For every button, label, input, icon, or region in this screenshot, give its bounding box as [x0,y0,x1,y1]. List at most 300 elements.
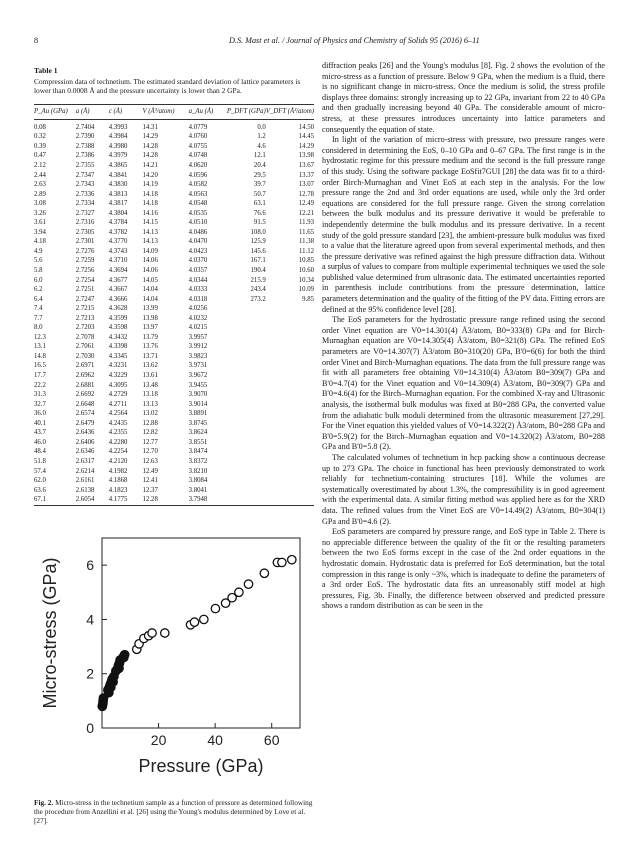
table-cell: 13.61 [142,372,158,380]
table-cell: 3.8210 [188,467,208,475]
table-cell: 3.8372 [188,457,208,465]
right-column [322,61,605,612]
table-cell: 14.06 [142,257,158,265]
table-cell: 6.4 [34,295,43,303]
table-cell [266,428,314,438]
table-cell: 12.82 [142,429,158,437]
table-cell: 43.7 [34,429,46,437]
table-cell: 14.19 [142,181,158,189]
table-cell: 4.2254 [108,448,128,456]
table-cell: 2.7254 [75,276,95,284]
table-cell: 2.7030 [75,352,95,360]
table-cell: 36.0 [34,410,46,418]
table-cell: 2.6881 [75,381,95,389]
table-header-cell: a_Au (Å) [189,104,227,119]
table-cell [266,438,314,448]
table-cell [227,428,266,438]
table-cell: 4.3398 [108,343,128,351]
figure-label: Fig. 2. [34,798,54,807]
table-cell: 14.21 [142,162,158,169]
table-cell: 4.3231 [108,362,128,370]
table-cell: 46.0 [34,438,46,446]
table-cell: 3.9731 [188,362,208,370]
table-cell: 91.5 [253,219,266,227]
table-row [34,119,314,132]
open-data-point [148,629,156,637]
table-cell: 4.0510 [188,219,208,227]
table-cell: 3.9014 [188,400,208,408]
table-cell: 13.99 [142,305,158,313]
table-cell [227,323,266,333]
table-cell: 4.3229 [108,372,128,380]
table-cell: 125.9 [250,238,266,246]
table-cell [266,304,314,314]
table-cell [227,314,266,324]
table-cell: 4.0620 [188,162,208,169]
table-cell: 39.7 [253,181,266,189]
table-row [34,199,314,209]
table-cell: 10.34 [298,276,314,284]
table-cell: 13.07 [298,181,314,189]
open-data-point [278,558,286,566]
table-cell: 0.32 [34,133,46,141]
table-row [34,237,314,247]
table-cell: 13.13 [142,400,158,408]
table-row [34,333,314,343]
table-row [34,495,314,505]
table-cell [227,333,266,343]
x-axis-label: Pressure (GPa) [138,756,264,776]
table-cell: 13.98 [142,314,158,322]
table-cell [266,390,314,400]
table-cell [227,352,266,362]
body-paragraph: EoS parameters are compared by pressure range, and EoS type in Table 2. There is no appreciable difference between the quality of the fit or the resulting parameters between the two EoS forms except in the case of the 2nd order equations in the hydrostatic domain. Hydrostatic data is preferred for EoS determination, but the total compression in this range is only ~3%, which is inadequate to define the parameters of a 3rd order EoS. The hydrostatic data fits an unreasonably stiff model at high pressures, Fig. 3b. Finally, the difference between observed and predicted pressure shows a random distribution as can be seen in the [322,527,605,611]
table-cell: 13.1 [34,343,46,351]
table-cell: 14.15 [142,219,158,227]
table-cell: 2.7347 [75,171,95,179]
table-cell: 14.28 [142,152,158,160]
table-cell: 4.0563 [188,190,208,198]
table-cell: 4.18 [34,238,46,246]
table-cell [266,361,314,371]
table-row [34,142,314,152]
table-cell: 2.6574 [75,410,95,418]
table-row [34,447,314,457]
table-cell [266,495,314,505]
table-cell: 4.0318 [188,295,208,303]
table-cell [227,486,266,496]
body-paragraph: diffraction peaks [26] and the Young's modulus [8]. Fig. 2 shows the evolution of the micro-stress as a function of pressure. Below 9 GPa, when the medium is a fluid, there is no significant change in micro-stress. Once the medium is solid, the stress profile displays three domains: strongly increasing up to 22 GPa, invariant from 22 to 40 GPa and then gradually increasing beyond 40 GPa. The considerable amount of micro-stress, at these pressures introduces uncertainty into lattice parameters and consequently the equation of state. [322,61,605,134]
table-cell: 4.0596 [188,171,208,179]
table-cell: 63.6 [34,486,46,494]
table-cell: 4.2120 [108,457,128,465]
table-cell [266,314,314,324]
table-cell: 14.04 [142,286,158,294]
table-cell: 2.7404 [75,123,95,131]
table-cell: 12.49 [298,200,314,208]
table-row [34,371,314,381]
table-cell: 13.76 [142,343,158,351]
table-cell: 14.29 [142,133,158,141]
table-cell: 7.7 [34,314,43,322]
table-body [34,119,314,505]
table-cell [227,381,266,391]
table-cell: 2.7336 [75,190,95,198]
table-cell: 4.3710 [108,257,128,265]
table-cell: 4.3432 [108,333,128,341]
table-row [34,285,314,295]
table-row [34,428,314,438]
table-cell: 3.8745 [188,419,208,427]
table-cell: 22.2 [34,381,46,389]
table-cell: 243.4 [250,286,266,294]
table-cell: 4.3694 [108,267,128,275]
open-data-point [190,618,198,626]
table-cell: 12.28 [143,495,189,505]
table-row [34,295,314,305]
table-cell: 4.3979 [108,152,128,160]
table-cell [227,361,266,371]
table-cell: 4.3804 [108,209,128,217]
table-label: Table 1 [34,66,58,75]
table-cell: 4.0470 [188,238,208,246]
table-cell: 2.7078 [75,333,95,341]
table-cell: 2.6479 [75,419,95,427]
table-row [34,390,314,400]
table-cell: 167.1 [250,257,266,265]
table-cell [266,381,314,391]
table-cell: 14.04 [142,295,158,303]
table-cell: 16.5 [34,362,46,370]
table-cell: 3.9070 [188,391,208,399]
table-cell: 4.2280 [108,438,128,446]
table-cell: 2.7251 [75,286,95,294]
table-cell: 13.02 [142,410,158,418]
table-cell: 57.4 [34,467,46,475]
table-cell: 2.7247 [75,295,95,303]
table-cell [227,419,266,429]
open-data-point [211,604,219,612]
table-cell [266,447,314,457]
table-cell [227,495,266,505]
table-cell: 2.7355 [75,162,95,169]
table-caption: Compression data of technetium. The estimated standard deviation of lattice parameters is lower than 0.0008 Å and the pressure uncertainty is lower than 2 GPa. [34,77,301,96]
table-cell: 2.6054 [76,495,109,505]
table-cell: 3.08 [34,200,46,208]
table-row [34,486,314,496]
open-data-point [161,629,169,637]
table-header-row [34,104,314,119]
table-cell: 4.1982 [108,467,128,475]
table-cell: 2.6214 [75,467,95,475]
table-cell: 4.3345 [108,352,128,360]
table-cell: 3.94 [34,228,46,236]
table-row [34,352,314,362]
table-cell: 4.1823 [108,486,128,494]
table-cell: 2.7259 [75,257,95,265]
table-cell: 14.20 [142,171,158,179]
table-cell: 4.3980 [108,142,128,150]
table-cell: 4.0423 [188,247,208,255]
table-cell: 11.12 [298,247,314,255]
table-cell: 12.70 [142,448,158,456]
table-cell: 4.3830 [108,181,128,189]
table-cell: 10.85 [298,257,314,265]
table-cell: 0.39 [34,142,46,150]
table-cell: 13.62 [142,362,158,370]
table-cell: 1.2 [257,133,266,141]
table-cell: 3.8624 [188,429,208,437]
table-cell: 2.6692 [75,391,95,399]
table-row [34,276,314,286]
table-cell: 4.3628 [108,305,128,313]
table-cell: 2.12 [34,162,46,169]
table-cell [227,447,266,457]
table-cell: 2.6346 [75,448,95,456]
table-cell: 2.7301 [75,238,95,246]
table-cell: 13.37 [298,171,314,179]
table-cell [227,390,266,400]
table-cell: 13.18 [142,391,158,399]
table-cell: 4.3666 [108,295,128,303]
open-data-point [235,588,243,596]
table-cell: 4.1868 [108,477,128,485]
table-cell: 2.7061 [75,343,95,351]
table-row [34,438,314,448]
table-cell: 5.6 [34,257,43,265]
table-cell: 4.3095 [108,381,128,389]
table-cell: 12.88 [142,419,158,427]
table-cell: 108.0 [250,228,266,236]
y-tick-label: 4 [86,611,94,628]
table-cell: 9.85 [302,295,314,303]
table-cell: 2.7343 [75,181,95,189]
table-cell: 4.0256 [188,305,208,313]
filled-data-point [120,650,129,659]
table-row [34,151,314,161]
table-cell [266,342,314,352]
table-cell: 50.7 [253,190,266,198]
table-cell: 2.6406 [75,438,95,446]
table-cell: 12.63 [142,457,158,465]
table-cell [227,457,266,467]
table-row [34,132,314,142]
table-row [34,400,314,410]
table-cell [266,323,314,333]
left-column [34,66,314,506]
table-cell: 4.0755 [188,142,208,150]
table-cell: 2.63 [34,181,46,189]
table-cell: 4.3984 [108,133,128,141]
table-cell: 4.3817 [108,200,128,208]
table-cell: 4.0344 [188,276,208,284]
table-cell [227,371,266,381]
table-cell: 14.13 [142,228,158,236]
y-tick-label: 6 [86,557,94,574]
table-cell: 14.13 [142,238,158,246]
table-cell: 14.06 [142,267,158,275]
table-cell: 2.7386 [75,152,95,160]
table-cell: 2.6138 [75,486,95,494]
table-cell: 4.3841 [108,171,128,179]
table-cell: 63.1 [253,200,266,208]
table-cell: 2.7305 [75,228,95,236]
table-cell: 3.9455 [188,381,208,389]
table-cell: 2.89 [34,190,46,198]
table-cell: 145.6 [250,247,266,255]
table-cell: 14.18 [142,200,158,208]
table-cell: 14.09 [142,247,158,255]
table-cell: 4.2711 [108,400,128,408]
journal-citation: D.S. Mast et al. / Journal of Physics and Chemistry of Solids 95 (2016) 6–11 [229,36,480,45]
table-cell [227,304,266,314]
open-data-point [288,556,296,564]
table-cell: 3.61 [34,219,46,227]
table-cell: 3.8084 [188,477,208,485]
table-cell: 20.4 [253,162,266,169]
table-cell: 17.7 [34,372,46,380]
table-cell [227,409,266,419]
table-header-cell: P_DFT (GPa) [227,104,266,119]
table-cell: 2.7203 [75,324,95,332]
table-cell: 4.0370 [188,257,208,265]
table-row [34,304,314,314]
table-cell: 14.45 [298,133,314,141]
table-cell: 2.6648 [75,400,95,408]
table-cell: 13.71 [142,352,158,360]
y-axis-label: Micro-stress (GPa) [40,557,60,709]
table-cell: 0.0 [257,123,266,131]
figure-caption-text: Micro-stress in the technetium sample as a function of pressure as determined following the procedure from Anzellini et al. [26] using the Young's modulus determined by Love et al. [27]. [34,798,313,826]
table-cell [266,400,314,410]
table-row [34,419,314,429]
table-cell: 14.16 [142,209,158,217]
table-row [34,361,314,371]
table-row [34,161,314,171]
table-cell: 14.31 [142,123,158,131]
table-cell: 6.2 [34,286,43,294]
table-cell: 62.0 [34,477,46,485]
table-cell: 2.6436 [75,429,95,437]
table-cell [227,400,266,410]
table-cell [266,457,314,467]
table-cell: 7.4 [34,305,43,313]
table-cell: 4.3993 [108,123,128,131]
table-header-cell: V (Å³/atom) [143,104,189,119]
table-cell: 4.0486 [188,228,208,236]
table-cell: 2.7256 [75,267,95,275]
table-row [34,228,314,238]
table-cell: 4.3598 [108,324,128,332]
table-row [34,171,314,181]
table-cell: 2.7215 [75,305,95,313]
table-row [34,218,314,228]
table-cell: 3.9957 [188,333,208,341]
x-tick-label: 40 [207,732,223,748]
table-cell [227,467,266,477]
table-cell: 48.4 [34,448,46,456]
table-cell: 3.9912 [188,343,208,351]
table-cell: 3.8891 [188,410,208,418]
table-cell: 273.2 [250,295,266,303]
open-data-point [244,580,252,588]
table-cell: 11.93 [298,219,314,227]
table-cell: 13.98 [298,152,314,160]
table-cell: 4.0548 [188,200,208,208]
table-cell: 4.2564 [108,410,128,418]
table-cell [266,419,314,429]
table-row [34,381,314,391]
table-cell: 14.18 [142,190,158,198]
table-row [34,266,314,276]
table-row [34,476,314,486]
table-cell: 4.0760 [188,133,208,141]
table-cell: 4.3743 [108,247,128,255]
table-cell [227,342,266,352]
table-cell: 12.41 [142,477,158,485]
table-cell: 14.28 [142,142,158,150]
compression-table [34,104,314,506]
table-cell: 4.3667 [108,286,128,294]
table-cell: 2.6161 [75,477,95,485]
micro-stress-plot [34,530,314,785]
table-cell [266,476,314,486]
table-cell: 4.2435 [108,419,128,427]
table-cell: 12.37 [142,486,158,494]
table-cell: 2.7334 [75,200,95,208]
table-cell: 2.7316 [75,219,95,227]
table-cell: 4.9 [34,247,43,255]
table-cell: 67.1 [34,495,76,505]
table-cell: 4.3677 [108,276,128,284]
table-row [34,314,314,324]
table-cell [266,371,314,381]
table-cell: 2.6317 [75,457,95,465]
table-cell: 10.60 [298,267,314,275]
x-tick-label: 60 [263,732,280,748]
table-cell: 14.8 [34,352,46,360]
table-cell: 12.21 [298,209,314,217]
table-row [34,323,314,333]
table-row [34,180,314,190]
table-cell: 4.0215 [188,324,208,332]
table-cell [266,409,314,419]
table-cell: 4.3770 [108,238,128,246]
table-cell [227,438,266,448]
table-cell: 2.6971 [75,362,95,370]
body-paragraph: The calculated volumes of technetium in hcp packing show a continuous decrease up to 273 GPa. The choice in functional has been previously demonstrated to work reliably for technetium-containing structures [18]. While the volumes are systematically overestimated by about 1.3%, the compressibility is in good agreement with the experimental data. A similar fitting method was applied here as for the XRD data. The refined values from the Vinet EoS are V0=14.49(2) Å3/atom, B0=304(1) GPa and B'0=4.6 (2). [322,452,605,526]
table-cell: 14.29 [298,142,314,150]
table-cell: 11.38 [298,238,314,246]
table-cell: 12.49 [142,467,158,475]
table-cell: 2.7213 [75,314,95,322]
table-cell: 12.3 [34,333,46,341]
table-cell: 3.9672 [188,372,208,380]
table-cell: 4.6 [257,142,266,150]
body-paragraph: In light of the variation of micro-stress with pressure, two pressure ranges were considered in determining the EoS, 0–10 GPa and 0–67 GPa. The first range is in the hydrostatic regime for this pressure medium and the second is the full pressure range of this study. Using the software package EoSfit7GUI [28] the data was fit to a third-order Birch-Murnaghan and Vinet EoS at each step in the analysis. For the low pressure range the 2nd and 3rd order equations are used, while only the 3rd order equations are considered for the full pressure range. Given the strong correlation between the bulk modulus and its pressure derivative it would be preferable to independently determine the bulk modulus and its pressure derivative. In a recent study of the gold pressure standard [23], the ambient-pressure bulk modulus was fixed to a value that the literature agreed upon from several experimental methods, and then the pressure derivative was refined against the high pressure diffraction data. Without a surplus of values to compare from multiple experimental techniques we used the sole published value determined from ultrasonic data. The estimated uncertainties reported in parenthesis include contributions from the pressure determination, lattice parameters determination and the quality of the fitting of the PV data. Fitting errors are defined at the 95% confidence level [28]. [322,135,606,314]
table-cell: 13.48 [142,381,158,389]
table-header-cell: c (Å) [109,104,143,119]
table-cell: 4.2355 [108,429,128,437]
table-cell: 6.0 [34,276,43,284]
table-cell: 0.08 [34,123,46,131]
table-row [34,409,314,419]
table-cell [266,467,314,477]
open-data-point [200,615,208,623]
table-cell: 14.50 [298,123,314,131]
table-cell [227,476,266,486]
table-cell: 51.8 [34,457,46,465]
